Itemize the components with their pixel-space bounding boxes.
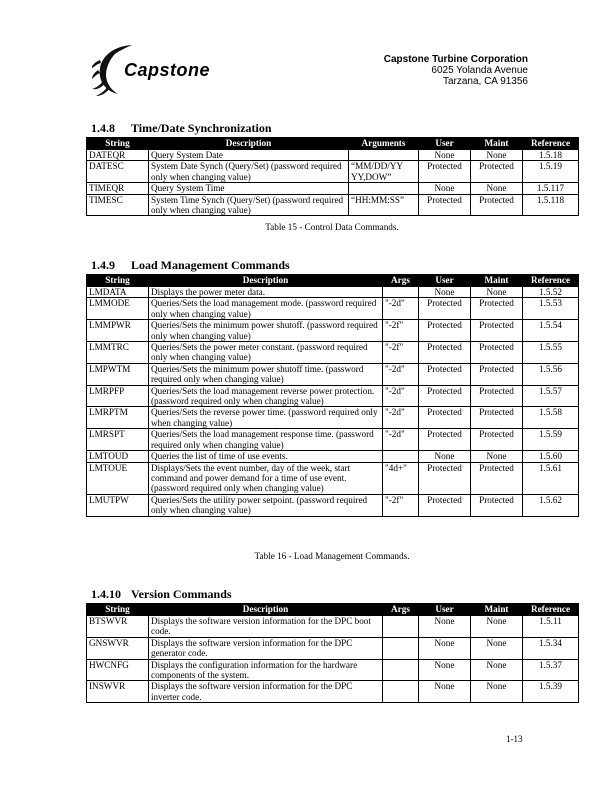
- cell-args: "-2d": [383, 363, 419, 385]
- cell-maint: None: [471, 616, 523, 638]
- column-header: Args: [383, 604, 419, 616]
- cell-maint: None: [471, 681, 523, 703]
- column-header: User: [419, 138, 471, 150]
- cell-string: LMPWTM: [87, 363, 149, 385]
- cell-user: Protected: [419, 494, 471, 516]
- cell-string: LMMODE: [87, 298, 149, 320]
- cell-string: LMDATA: [87, 287, 149, 298]
- section-number: 1.4.9: [91, 258, 115, 272]
- table-caption: Table 16 - Load Management Commands.: [254, 551, 410, 561]
- cell-maint: Protected: [471, 320, 523, 342]
- cell-string: DATESC: [87, 161, 149, 183]
- table-row: [87, 183, 579, 194]
- column-header: Reference: [523, 604, 579, 616]
- column-header: Reference: [523, 138, 579, 150]
- cell-user: Protected: [419, 320, 471, 342]
- cell-description: Displays the software version information for the DPC boot code.: [149, 616, 383, 638]
- cell-string: LMTOUE: [87, 462, 149, 494]
- cell-arguments: “MM/DD/YY YY,DOW”: [349, 161, 419, 183]
- cell-description: Displays the power meter data.: [149, 287, 383, 298]
- table-header-row: [87, 275, 579, 287]
- cell-description: Queries/Sets the power meter constant. (password required only when changing value): [149, 342, 383, 364]
- cell-user: None: [419, 681, 471, 703]
- cell-description: Queries/Sets the load management mode. (password required only when changing value): [149, 298, 383, 320]
- cell-reference: 1.5.39: [523, 681, 579, 703]
- column-header: Description: [149, 275, 383, 287]
- version-commands-table: [86, 603, 579, 703]
- cell-args: [383, 681, 419, 703]
- cell-reference: 1.5.54: [523, 320, 579, 342]
- cell-reference: 1.5.19: [523, 161, 579, 183]
- cell-maint: Protected: [471, 429, 523, 451]
- cell-maint: Protected: [471, 462, 523, 494]
- cell-user: Protected: [419, 385, 471, 407]
- cell-reference: 1.5.117: [523, 183, 579, 194]
- page-number: 1-13: [506, 734, 523, 744]
- cell-args: "-2d": [383, 298, 419, 320]
- table-row: [87, 429, 579, 451]
- column-header: String: [87, 604, 149, 616]
- cell-reference: 1.5.18: [523, 150, 579, 161]
- table-row: [87, 681, 579, 703]
- table-row: [87, 385, 579, 407]
- company-name: Capstone Turbine Corporation: [383, 54, 528, 65]
- section-title: Version Commands: [131, 587, 232, 601]
- cell-args: [383, 451, 419, 462]
- column-header: String: [87, 275, 149, 287]
- cell-user: Protected: [419, 429, 471, 451]
- cell-args: [383, 637, 419, 659]
- cell-args: "-2d": [383, 385, 419, 407]
- table-header-row: [87, 138, 579, 150]
- cell-description: Displays/Sets the event number, day of the week, start command and power demand for a time of use event. (password required only when changing value): [149, 462, 383, 494]
- cell-user: None: [419, 451, 471, 462]
- cell-description: Queries the list of time of use events.: [149, 451, 383, 462]
- cell-description: Displays the configuration information for the hardware components of the system.: [149, 659, 383, 681]
- cell-string: BTSWVR: [87, 616, 149, 638]
- load-management-commands-table: [86, 274, 579, 517]
- cell-user: None: [419, 659, 471, 681]
- cell-description: System Date Synch (Query/Set) (password required only when changing value): [149, 161, 349, 183]
- cell-description: Queries/Sets the minimum power shutoff time. (password required only when changing value): [149, 363, 383, 385]
- cell-string: LMUTPW: [87, 494, 149, 516]
- section-number: 1.4.8: [91, 121, 115, 135]
- table-row: [87, 637, 579, 659]
- section-number: 1.4.10: [91, 587, 121, 601]
- table-header-row: [87, 604, 579, 616]
- cell-maint: None: [471, 150, 523, 161]
- cell-reference: 1.5.62: [523, 494, 579, 516]
- table-row: [87, 494, 579, 516]
- company-logo-text: Capstone: [124, 60, 211, 80]
- cell-string: TIMESC: [87, 194, 149, 216]
- cell-reference: 1.5.58: [523, 407, 579, 429]
- cell-args: "-2f": [383, 320, 419, 342]
- address-line-2: Tarzana, CA 91356: [442, 76, 528, 87]
- cell-description: Queries/Sets the load management reverse power protection. (password required only when changing value): [149, 385, 383, 407]
- cell-description: Displays the software version information for the DPC generator code.: [149, 637, 383, 659]
- cell-string: LMRPFP: [87, 385, 149, 407]
- cell-description: Query System Time: [149, 183, 349, 194]
- cell-reference: 1.5.60: [523, 451, 579, 462]
- cell-user: Protected: [419, 407, 471, 429]
- table-row: [87, 616, 579, 638]
- table-row: [87, 451, 579, 462]
- cell-string: DATEQR: [87, 150, 149, 161]
- cell-user: None: [419, 287, 471, 298]
- table-row: [87, 462, 579, 494]
- cell-user: None: [419, 637, 471, 659]
- table-row: [87, 150, 579, 161]
- cell-description: Query System Date: [149, 150, 349, 161]
- column-header: User: [419, 604, 471, 616]
- cell-user: Protected: [419, 462, 471, 494]
- table-row: [87, 194, 579, 216]
- column-header: Maint: [471, 604, 523, 616]
- table-row: [87, 407, 579, 429]
- cell-description: Queries/Sets the minimum power shutoff. (password required only when changing value): [149, 320, 383, 342]
- cell-maint: None: [471, 183, 523, 194]
- section-title: Time/Date Synchronization: [131, 121, 272, 135]
- cell-args: [383, 659, 419, 681]
- cell-maint: Protected: [471, 407, 523, 429]
- column-header: Maint: [471, 138, 523, 150]
- cell-reference: 1.5.53: [523, 298, 579, 320]
- cell-user: Protected: [419, 298, 471, 320]
- cell-string: TIMEQR: [87, 183, 149, 194]
- cell-maint: None: [471, 287, 523, 298]
- column-header: Maint: [471, 275, 523, 287]
- cell-args: "-2d": [383, 407, 419, 429]
- table-row: [87, 659, 579, 681]
- table-row: [87, 298, 579, 320]
- cell-args: "4d+": [383, 462, 419, 494]
- cell-maint: None: [471, 659, 523, 681]
- cell-reference: 1.5.11: [523, 616, 579, 638]
- cell-reference: 1.5.118: [523, 194, 579, 216]
- cell-user: Protected: [419, 342, 471, 364]
- cell-maint: Protected: [471, 363, 523, 385]
- cell-description: Displays the software version information for the DPC inverter code.: [149, 681, 383, 703]
- table-row: [87, 161, 579, 183]
- table-row: [87, 342, 579, 364]
- column-header: Reference: [523, 275, 579, 287]
- cell-maint: Protected: [471, 194, 523, 216]
- cell-maint: None: [471, 637, 523, 659]
- cell-maint: Protected: [471, 342, 523, 364]
- cell-reference: 1.5.55: [523, 342, 579, 364]
- cell-reference: 1.5.61: [523, 462, 579, 494]
- table-row: [87, 287, 579, 298]
- cell-string: LMTOUD: [87, 451, 149, 462]
- company-address-block: [384, 54, 528, 87]
- cell-arguments: [349, 183, 419, 194]
- cell-reference: 1.5.37: [523, 659, 579, 681]
- cell-string: LMMPWR: [87, 320, 149, 342]
- cell-string: LMRPTM: [87, 407, 149, 429]
- cell-string: GNSWVR: [87, 637, 149, 659]
- cell-string: HWCNFG: [87, 659, 149, 681]
- table-row: [87, 363, 579, 385]
- cell-user: None: [419, 616, 471, 638]
- address-line-1: 6025 Yolanda Avenue: [431, 65, 528, 76]
- cell-reference: 1.5.34: [523, 637, 579, 659]
- cell-string: LMRSPT: [87, 429, 149, 451]
- cell-reference: 1.5.57: [523, 385, 579, 407]
- section-heading-1-4-9: [91, 258, 290, 273]
- cell-maint: Protected: [471, 298, 523, 320]
- column-header: Args: [383, 275, 419, 287]
- table-caption: Table 15 - Control Data Commands.: [265, 222, 399, 232]
- cell-args: [383, 616, 419, 638]
- cell-description: Queries/Sets the utility power setpoint. (password required only when changing value): [149, 494, 383, 516]
- cell-maint: Protected: [471, 161, 523, 183]
- cell-arguments: “HH:MM:SS”: [349, 194, 419, 216]
- cell-user: Protected: [419, 363, 471, 385]
- section-title: Load Management Commands: [131, 258, 290, 272]
- cell-string: INSWVR: [87, 681, 149, 703]
- cell-args: "-2d": [383, 429, 419, 451]
- column-header: Arguments: [349, 138, 419, 150]
- cell-description: Queries/Sets the load management response time. (password required only when changing value): [149, 429, 383, 451]
- cell-maint: Protected: [471, 385, 523, 407]
- cell-user: Protected: [419, 194, 471, 216]
- cell-maint: Protected: [471, 494, 523, 516]
- cell-user: None: [419, 183, 471, 194]
- cell-reference: 1.5.59: [523, 429, 579, 451]
- column-header: Description: [149, 604, 383, 616]
- cell-reference: 1.5.52: [523, 287, 579, 298]
- table-row: [87, 320, 579, 342]
- cell-reference: 1.5.56: [523, 363, 579, 385]
- cell-args: [383, 287, 419, 298]
- cell-user: None: [419, 150, 471, 161]
- section-heading-1-4-10: [91, 587, 232, 602]
- column-header: String: [87, 138, 149, 150]
- cell-string: LMMTRC: [87, 342, 149, 364]
- cell-description: System Time Synch (Query/Set) (password required only when changing value): [149, 194, 349, 216]
- cell-maint: None: [471, 451, 523, 462]
- cell-args: "-2f": [383, 342, 419, 364]
- cell-user: Protected: [419, 161, 471, 183]
- cell-arguments: [349, 150, 419, 161]
- cell-args: "-2f": [383, 494, 419, 516]
- column-header: Description: [149, 138, 349, 150]
- section-heading-1-4-8: [91, 121, 272, 136]
- column-header: User: [419, 275, 471, 287]
- time-date-commands-table: [86, 137, 579, 216]
- cell-description: Queries/Sets the reverse power time. (password required only when changing value): [149, 407, 383, 429]
